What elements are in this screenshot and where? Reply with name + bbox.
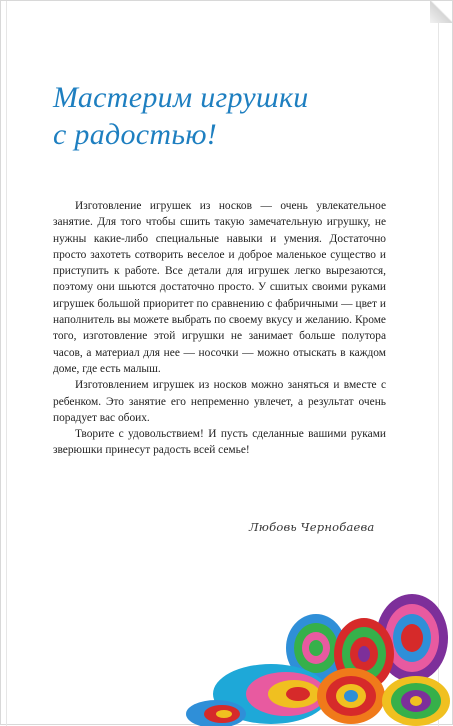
paragraph-2: Изготовлением игрушек из носков можно заняться и вместе с ребенком. Это занятие его непременно увлечет, а результат очень порадует вас обоих. bbox=[53, 379, 386, 424]
page-edge-left bbox=[6, 1, 7, 726]
paragraph-1: Изготовление игрушек из носков — очень увлекательное занятие. Для того чтобы сшить такую замечательную игрушку, не нужны какие-либо специальные навыки и умения. Достаточно просто захотеть сотворить веселое и доброе маленькое существо и приступить к работе. Все детали для игрушек легко вырезаются, поэтому они шьются достаточно просто. У сшитых своими руками игрушек большой приоритет по сравнению с фабричными — цвет и наполнитель вы можете выбрать по своему вкусу и желанию. Кроме того, изготовление этой игрушки не занимает больше полутора часов, а материал для нее — носочки — можно отыскать в каждом доме, где есть малыш. bbox=[53, 200, 386, 375]
page-title-line-2: с радостью! bbox=[53, 118, 218, 151]
page-title-line-1: Мастерим игрушки bbox=[53, 81, 309, 114]
page-corner-fold bbox=[430, 1, 452, 23]
paragraph-3: Творите с удовольствием! И пусть сделанные вашими руками зверюшки принесут радость всей семье! bbox=[53, 428, 386, 457]
page-title bbox=[53, 79, 413, 153]
intro-text bbox=[53, 198, 386, 459]
sock-roll-yellow bbox=[382, 676, 450, 726]
author-signature: Любовь Чернобаева bbox=[249, 520, 375, 534]
sock-roll-orange bbox=[317, 668, 385, 724]
rolled-socks-image bbox=[176, 576, 453, 726]
